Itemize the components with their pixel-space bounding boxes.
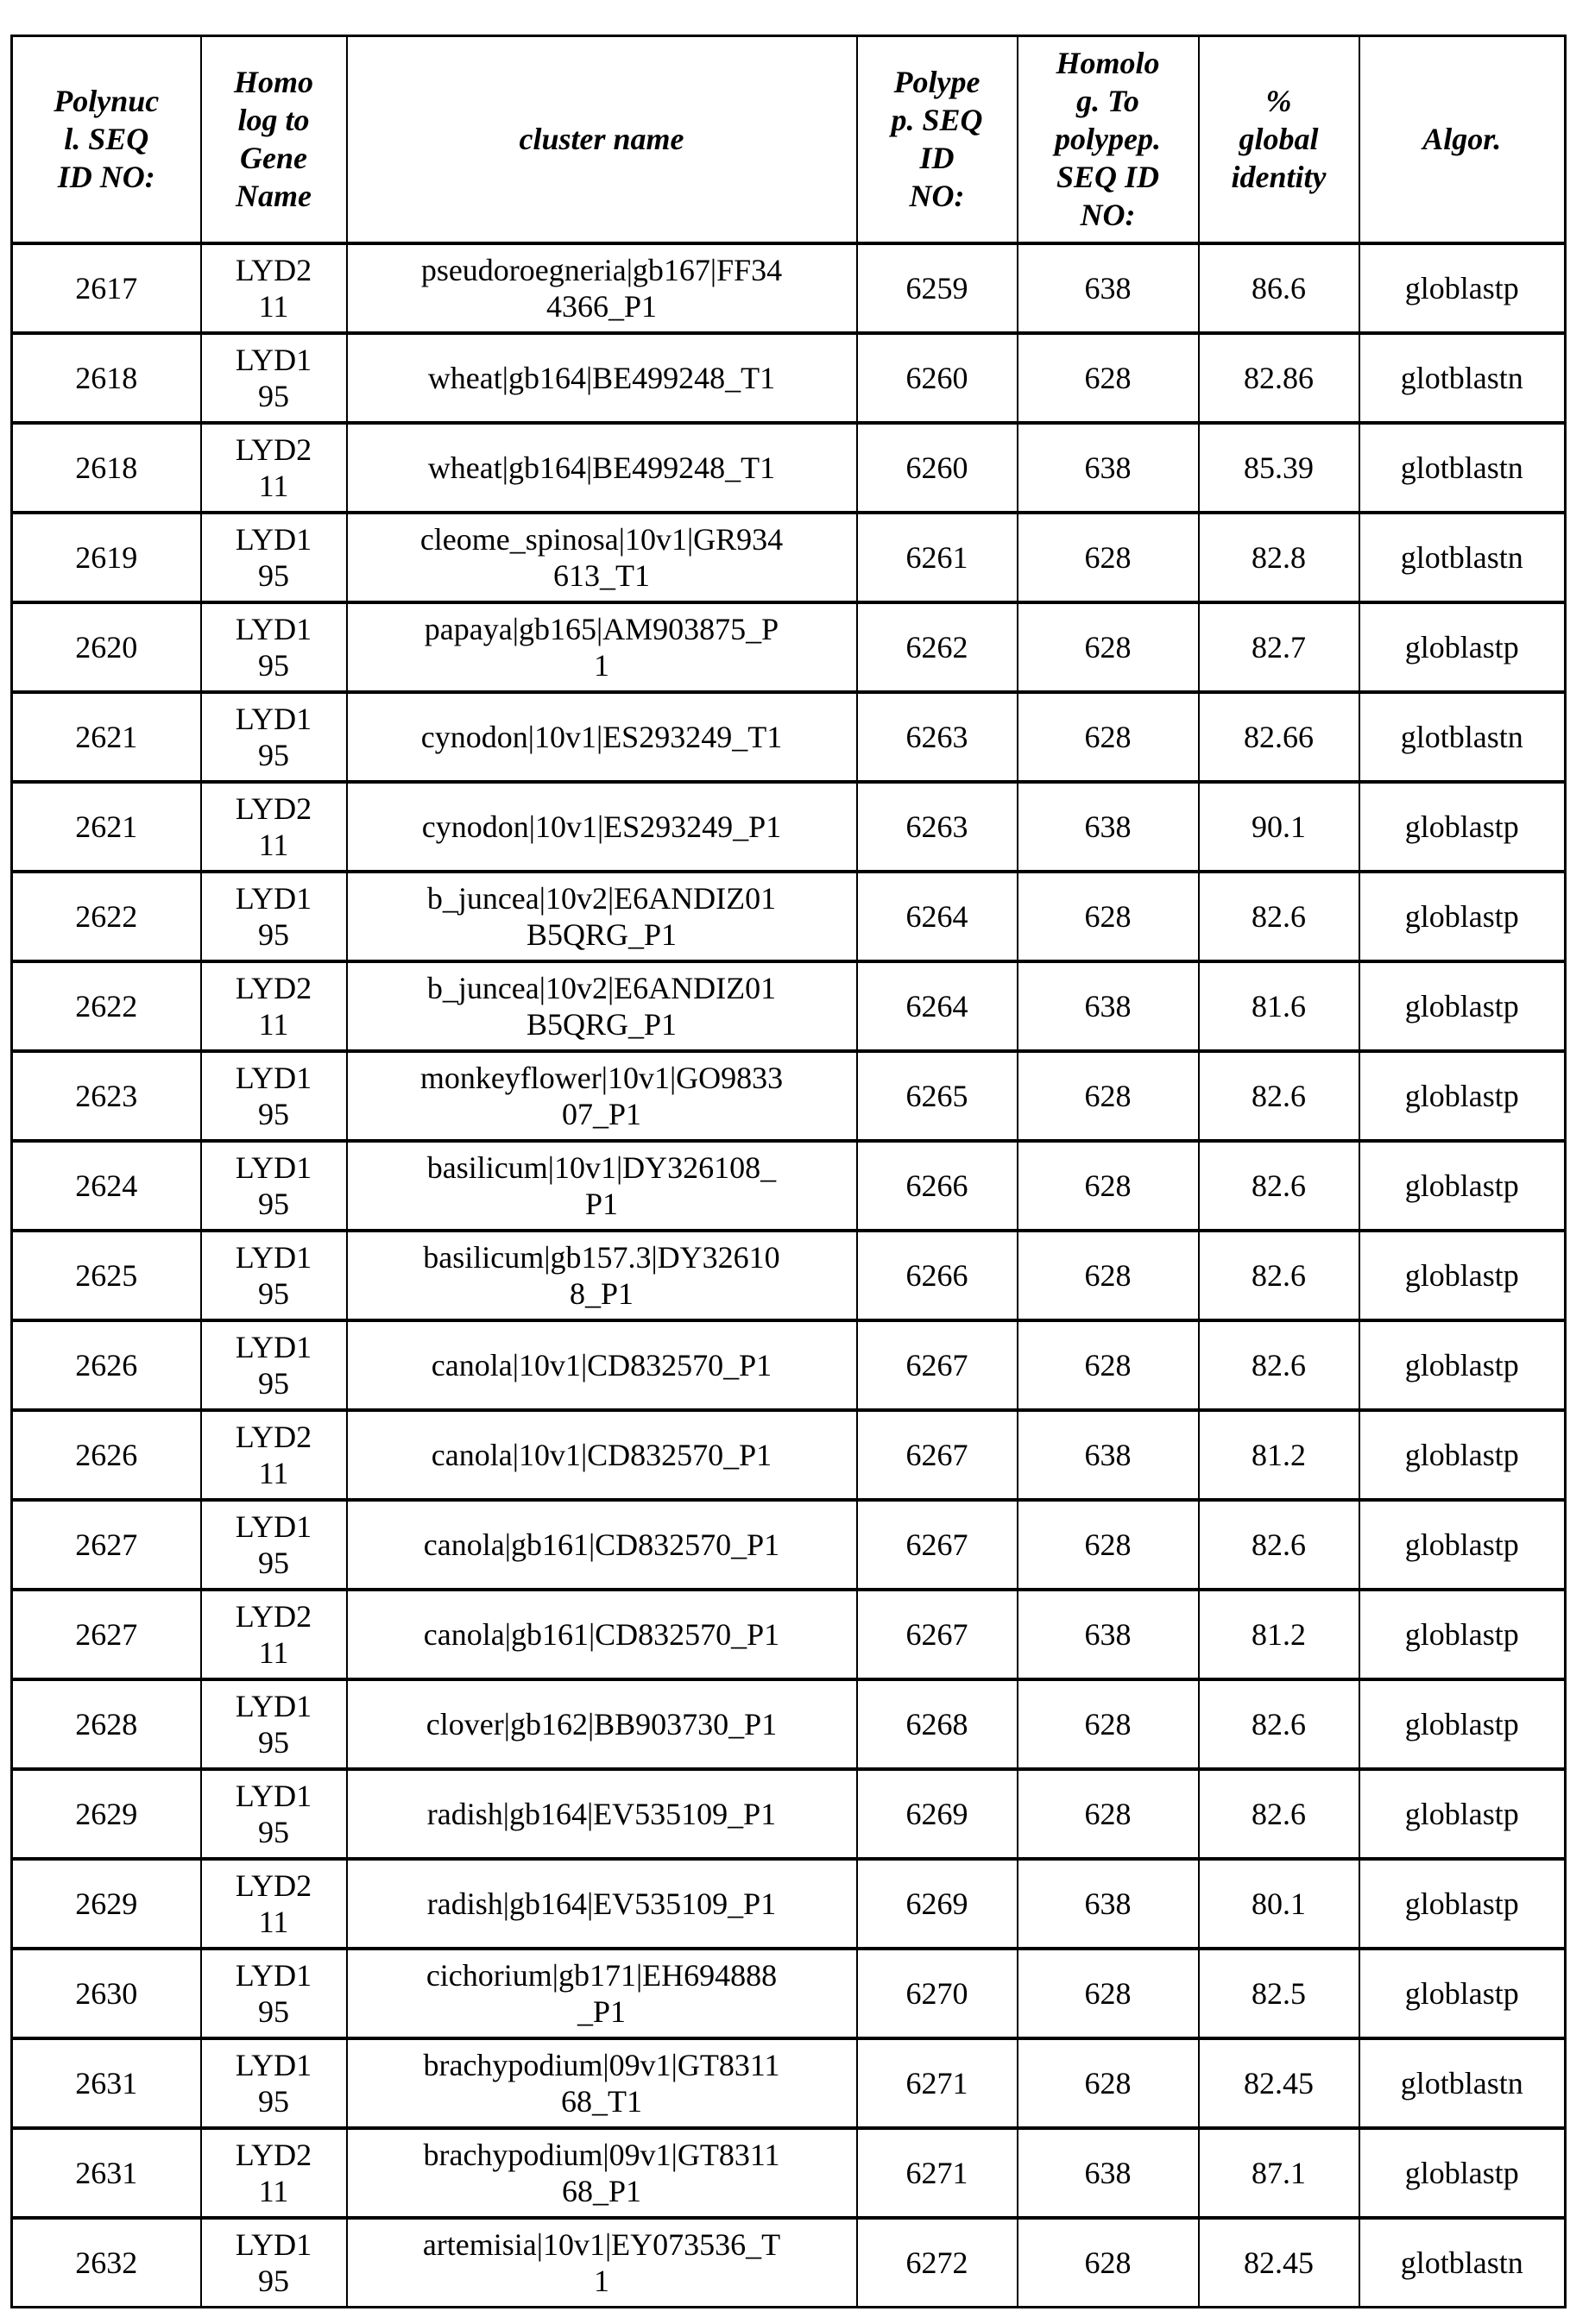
polynucl-seq-id-cell: 2629 bbox=[12, 1859, 201, 1949]
algorithm-cell: globlastp bbox=[1359, 872, 1566, 961]
cell-line: 11 bbox=[258, 468, 289, 503]
header-line: log to bbox=[237, 103, 310, 138]
polynucl-seq-id-cell: 2622 bbox=[12, 961, 201, 1051]
homolog-polypep-seq-id-cell: 628 bbox=[1018, 513, 1199, 602]
global-identity-cell: 82.6 bbox=[1199, 1051, 1359, 1141]
table-row bbox=[12, 1051, 1566, 1141]
cell-line: 95 bbox=[258, 737, 289, 772]
cell-line: 8_P1 bbox=[569, 1275, 634, 1311]
homolog-gene-name-cell bbox=[201, 692, 347, 782]
polynucl-seq-id-cell: 2632 bbox=[12, 2218, 201, 2308]
algorithm-cell: globlastp bbox=[1359, 2128, 1566, 2218]
cell-line: B5QRG_P1 bbox=[526, 916, 678, 952]
polynucl-seq-id-cell: 2631 bbox=[12, 2038, 201, 2128]
algorithm-cell: glotblastn bbox=[1359, 423, 1566, 513]
global-identity-cell: 82.8 bbox=[1199, 513, 1359, 602]
global-identity-cell: 82.6 bbox=[1199, 1769, 1359, 1859]
cell-line: LYD1 bbox=[235, 1508, 312, 1544]
cell-line: 1 bbox=[594, 2263, 609, 2298]
table-row bbox=[12, 1949, 1566, 2038]
polypep-seq-id-cell: 6259 bbox=[857, 243, 1018, 333]
table-row bbox=[12, 1500, 1566, 1590]
header-line: Polynuc bbox=[54, 84, 160, 119]
column-header-homolog-gene-name bbox=[201, 36, 347, 243]
header-line: ID bbox=[919, 141, 955, 176]
cell-line: wheat|gb164|BE499248_T1 bbox=[427, 450, 776, 485]
polypep-seq-id-cell: 6266 bbox=[857, 1141, 1018, 1231]
cell-line: basilicum|10v1|DY326108_ bbox=[426, 1149, 777, 1185]
homolog-polypep-seq-id-cell: 628 bbox=[1018, 1320, 1199, 1410]
polypep-seq-id-cell: 6267 bbox=[857, 1320, 1018, 1410]
table-row bbox=[12, 692, 1566, 782]
cell-line: B5QRG_P1 bbox=[526, 1006, 678, 1042]
cell-line: 95 bbox=[258, 1724, 289, 1760]
polypep-seq-id-cell: 6265 bbox=[857, 1051, 1018, 1141]
cell-line: LYD1 bbox=[235, 521, 312, 557]
polynucl-seq-id-cell: 2617 bbox=[12, 243, 201, 333]
cell-line: 95 bbox=[258, 557, 289, 593]
cell-line: LYD1 bbox=[235, 1957, 312, 1993]
table-row bbox=[12, 1410, 1566, 1500]
cluster-name-cell bbox=[347, 333, 857, 423]
cell-line: LYD2 bbox=[235, 2137, 312, 2172]
cell-line: 11 bbox=[258, 1634, 289, 1670]
cell-line: 95 bbox=[258, 1814, 289, 1849]
table-row bbox=[12, 2128, 1566, 2218]
global-identity-cell: 80.1 bbox=[1199, 1859, 1359, 1949]
homolog-gene-name-cell bbox=[201, 782, 347, 872]
polynucl-seq-id-cell: 2620 bbox=[12, 602, 201, 692]
homolog-gene-name-cell bbox=[201, 2218, 347, 2308]
cluster-name-cell bbox=[347, 1769, 857, 1859]
header-line: g. To bbox=[1076, 84, 1139, 119]
column-header-global-identity bbox=[1199, 36, 1359, 243]
cell-line: artemisia|10v1|EY073536_T bbox=[422, 2226, 781, 2262]
polynucl-seq-id-cell: 2626 bbox=[12, 1320, 201, 1410]
polypep-seq-id-cell: 6267 bbox=[857, 1590, 1018, 1679]
algorithm-cell: globlastp bbox=[1359, 782, 1566, 872]
column-header-polypep-seq-id bbox=[857, 36, 1018, 243]
polypep-seq-id-cell: 6267 bbox=[857, 1500, 1018, 1590]
header-line: ID NO: bbox=[57, 160, 155, 195]
cluster-name-cell bbox=[347, 1500, 857, 1590]
homolog-gene-name-cell bbox=[201, 1051, 347, 1141]
polynucl-seq-id-cell: 2627 bbox=[12, 1500, 201, 1590]
cell-line: canola|10v1|CD832570_P1 bbox=[431, 1437, 772, 1472]
cell-line: pseudoroegneria|gb167|FF34 bbox=[420, 252, 783, 287]
homolog-gene-name-cell bbox=[201, 243, 347, 333]
header-line: SEQ ID bbox=[1056, 160, 1160, 195]
algorithm-cell: globlastp bbox=[1359, 1500, 1566, 1590]
cell-line: LYD1 bbox=[235, 1149, 312, 1185]
cell-line: b_juncea|10v2|E6ANDIZ01 bbox=[426, 970, 777, 1005]
header-line: l. SEQ bbox=[64, 122, 149, 157]
cell-line: 68_T1 bbox=[561, 2083, 642, 2119]
polypep-seq-id-cell: 6264 bbox=[857, 961, 1018, 1051]
cell-line: 95 bbox=[258, 2083, 289, 2119]
column-header-algorithm bbox=[1359, 36, 1566, 243]
cell-line: cynodon|10v1|ES293249_P1 bbox=[421, 809, 782, 844]
cell-line: monkeyflower|10v1|GO9833 bbox=[419, 1060, 784, 1095]
homolog-gene-name-cell bbox=[201, 1231, 347, 1320]
algorithm-cell: glotblastn bbox=[1359, 2038, 1566, 2128]
column-header-polynucl-seq-id bbox=[12, 36, 201, 243]
polynucl-seq-id-cell: 2628 bbox=[12, 1679, 201, 1769]
homolog-polypep-seq-id-cell: 628 bbox=[1018, 1500, 1199, 1590]
algorithm-cell: globlastp bbox=[1359, 961, 1566, 1051]
cell-line: basilicum|gb157.3|DY32610 bbox=[423, 1239, 780, 1275]
polynucl-seq-id-cell: 2625 bbox=[12, 1231, 201, 1320]
cell-line: LYD1 bbox=[235, 1778, 312, 1813]
polynucl-seq-id-cell: 2622 bbox=[12, 872, 201, 961]
cell-line: LYD2 bbox=[235, 1598, 312, 1634]
global-identity-cell: 90.1 bbox=[1199, 782, 1359, 872]
polynucl-seq-id-cell: 2629 bbox=[12, 1769, 201, 1859]
header-line: identity bbox=[1231, 160, 1327, 195]
homolog-polypep-seq-id-cell: 628 bbox=[1018, 872, 1199, 961]
global-identity-cell: 87.1 bbox=[1199, 2128, 1359, 2218]
page-number-fragment bbox=[760, 0, 811, 9]
table-row bbox=[12, 782, 1566, 872]
polypep-seq-id-cell: 6270 bbox=[857, 1949, 1018, 2038]
homolog-polypep-seq-id-cell: 638 bbox=[1018, 423, 1199, 513]
polynucl-seq-id-cell: 2630 bbox=[12, 1949, 201, 2038]
global-identity-cell: 81.2 bbox=[1199, 1410, 1359, 1500]
cluster-name-cell bbox=[347, 1141, 857, 1231]
cluster-name-cell bbox=[347, 872, 857, 961]
cell-line: LYD1 bbox=[235, 1239, 312, 1275]
global-identity-cell: 81.2 bbox=[1199, 1590, 1359, 1679]
homolog-polypep-seq-id-cell: 628 bbox=[1018, 2218, 1199, 2308]
cell-line: 07_P1 bbox=[561, 1096, 642, 1131]
polynucl-seq-id-cell: 2621 bbox=[12, 692, 201, 782]
cell-line: 11 bbox=[258, 1006, 289, 1042]
homolog-gene-name-cell bbox=[201, 1859, 347, 1949]
polypep-seq-id-cell: 6267 bbox=[857, 1410, 1018, 1500]
homolog-gene-name-cell bbox=[201, 1141, 347, 1231]
cell-line: brachypodium|09v1|GT8311 bbox=[423, 2137, 780, 2172]
global-identity-cell: 82.6 bbox=[1199, 872, 1359, 961]
algorithm-cell: globlastp bbox=[1359, 243, 1566, 333]
homolog-gene-name-cell bbox=[201, 602, 347, 692]
cell-line: 95 bbox=[258, 1545, 289, 1580]
cluster-name-cell bbox=[347, 513, 857, 602]
cell-line: b_juncea|10v2|E6ANDIZ01 bbox=[426, 880, 777, 916]
global-identity-cell: 82.6 bbox=[1199, 1320, 1359, 1410]
cluster-name-cell bbox=[347, 782, 857, 872]
global-identity-cell: 82.6 bbox=[1199, 1231, 1359, 1320]
polypep-seq-id-cell: 6269 bbox=[857, 1769, 1018, 1859]
homolog-gene-name-cell bbox=[201, 1410, 347, 1500]
cell-line: LYD2 bbox=[235, 252, 312, 287]
header-line: global bbox=[1239, 122, 1319, 157]
polypep-seq-id-cell: 6271 bbox=[857, 2128, 1018, 2218]
cell-line: 11 bbox=[258, 827, 289, 862]
homolog-gene-name-cell bbox=[201, 1769, 347, 1859]
homolog-polypep-seq-id-cell: 638 bbox=[1018, 2128, 1199, 2218]
global-identity-cell: 86.6 bbox=[1199, 243, 1359, 333]
table-row bbox=[12, 872, 1566, 961]
global-identity-cell: 82.6 bbox=[1199, 1500, 1359, 1590]
cell-line: canola|10v1|CD832570_P1 bbox=[431, 1347, 772, 1382]
header-line: % bbox=[1265, 84, 1292, 119]
homolog-polypep-seq-id-cell: 628 bbox=[1018, 1141, 1199, 1231]
cell-line: 68_P1 bbox=[561, 2173, 642, 2208]
cell-line: 11 bbox=[258, 288, 289, 324]
table-row bbox=[12, 1679, 1566, 1769]
cell-line: papaya|gb165|AM903875_P bbox=[424, 611, 779, 646]
polynucl-seq-id-cell: 2624 bbox=[12, 1141, 201, 1231]
table-row bbox=[12, 1590, 1566, 1679]
cluster-name-cell bbox=[347, 1859, 857, 1949]
table-row bbox=[12, 423, 1566, 513]
homolog-gene-name-cell bbox=[201, 1590, 347, 1679]
homolog-table bbox=[10, 35, 1567, 2308]
table-row bbox=[12, 1320, 1566, 1410]
header-line: NO: bbox=[909, 179, 965, 214]
cluster-name-cell bbox=[347, 423, 857, 513]
cell-line: LYD1 bbox=[235, 1329, 312, 1364]
cell-line: LYD1 bbox=[235, 2047, 312, 2082]
polynucl-seq-id-cell: 2621 bbox=[12, 782, 201, 872]
polynucl-seq-id-cell: 2626 bbox=[12, 1410, 201, 1500]
homolog-gene-name-cell bbox=[201, 2038, 347, 2128]
cluster-name-cell bbox=[347, 602, 857, 692]
algorithm-cell: glotblastn bbox=[1359, 692, 1566, 782]
polypep-seq-id-cell: 6272 bbox=[857, 2218, 1018, 2308]
polypep-seq-id-cell: 6260 bbox=[857, 423, 1018, 513]
homolog-gene-name-cell bbox=[201, 961, 347, 1051]
table-row bbox=[12, 333, 1566, 423]
algorithm-cell: globlastp bbox=[1359, 1590, 1566, 1679]
homolog-gene-name-cell bbox=[201, 2128, 347, 2218]
column-header-homolog-polypep-seq-id bbox=[1018, 36, 1199, 243]
cell-line: 95 bbox=[258, 1275, 289, 1311]
homolog-polypep-seq-id-cell: 638 bbox=[1018, 243, 1199, 333]
algorithm-cell: globlastp bbox=[1359, 1949, 1566, 2038]
table-row bbox=[12, 1141, 1566, 1231]
polynucl-seq-id-cell: 2618 bbox=[12, 333, 201, 423]
polynucl-seq-id-cell: 2631 bbox=[12, 2128, 201, 2218]
homolog-gene-name-cell bbox=[201, 423, 347, 513]
algorithm-cell: glotblastn bbox=[1359, 513, 1566, 602]
global-identity-cell: 82.6 bbox=[1199, 1679, 1359, 1769]
algorithm-cell: globlastp bbox=[1359, 1320, 1566, 1410]
cell-line: 1 bbox=[594, 647, 609, 683]
cell-line: radish|gb164|EV535109_P1 bbox=[426, 1886, 777, 1921]
cluster-name-cell bbox=[347, 692, 857, 782]
polypep-seq-id-cell: 6269 bbox=[857, 1859, 1018, 1949]
cell-line: 95 bbox=[258, 378, 289, 413]
header-line: NO: bbox=[1080, 198, 1136, 233]
cell-line: LYD2 bbox=[235, 790, 312, 826]
table-body bbox=[12, 243, 1566, 2308]
table-row bbox=[12, 961, 1566, 1051]
algorithm-cell: glotblastn bbox=[1359, 2218, 1566, 2308]
homolog-polypep-seq-id-cell: 638 bbox=[1018, 1410, 1199, 1500]
cell-line: canola|gb161|CD832570_P1 bbox=[423, 1527, 780, 1562]
algorithm-cell: globlastp bbox=[1359, 1859, 1566, 1949]
cell-line: canola|gb161|CD832570_P1 bbox=[423, 1616, 780, 1652]
cell-line: LYD1 bbox=[235, 701, 312, 736]
table-row bbox=[12, 1769, 1566, 1859]
cell-line: 95 bbox=[258, 1186, 289, 1221]
algorithm-cell: globlastp bbox=[1359, 1051, 1566, 1141]
polypep-seq-id-cell: 6260 bbox=[857, 333, 1018, 423]
cell-line: 613_T1 bbox=[553, 557, 650, 593]
table-row bbox=[12, 1231, 1566, 1320]
algorithm-cell: glotblastn bbox=[1359, 333, 1566, 423]
cell-line: 95 bbox=[258, 1096, 289, 1131]
algorithm-cell: globlastp bbox=[1359, 1769, 1566, 1859]
header-line: Homo bbox=[233, 65, 313, 100]
header-line: Polype bbox=[893, 65, 980, 100]
cell-line: 95 bbox=[258, 2263, 289, 2298]
cell-line: brachypodium|09v1|GT8311 bbox=[423, 2047, 780, 2082]
table-header bbox=[12, 36, 1566, 243]
header-line: p. SEQ bbox=[891, 103, 983, 138]
homolog-gene-name-cell bbox=[201, 872, 347, 961]
cell-line: 95 bbox=[258, 916, 289, 952]
algorithm-cell: globlastp bbox=[1359, 602, 1566, 692]
cell-line: LYD2 bbox=[235, 1419, 312, 1454]
cell-line: LYD2 bbox=[235, 970, 312, 1005]
homolog-gene-name-cell bbox=[201, 1949, 347, 2038]
cell-line: P1 bbox=[584, 1186, 619, 1221]
header-line: polypep. bbox=[1055, 122, 1161, 157]
homolog-polypep-seq-id-cell: 628 bbox=[1018, 692, 1199, 782]
homolog-polypep-seq-id-cell: 638 bbox=[1018, 1859, 1199, 1949]
cluster-name-cell bbox=[347, 2038, 857, 2128]
polynucl-seq-id-cell: 2627 bbox=[12, 1590, 201, 1679]
homolog-polypep-seq-id-cell: 638 bbox=[1018, 1590, 1199, 1679]
header-line: Homolo bbox=[1056, 46, 1160, 81]
cluster-name-cell bbox=[347, 2218, 857, 2308]
cell-line: LYD1 bbox=[235, 342, 312, 377]
cell-line: LYD1 bbox=[235, 611, 312, 646]
cell-line: LYD2 bbox=[235, 1867, 312, 1903]
cluster-name-cell bbox=[347, 1231, 857, 1320]
cluster-name-cell bbox=[347, 2128, 857, 2218]
cluster-name-cell bbox=[347, 1679, 857, 1769]
global-identity-cell: 82.66 bbox=[1199, 692, 1359, 782]
cell-line: LYD1 bbox=[235, 880, 312, 916]
polypep-seq-id-cell: 6266 bbox=[857, 1231, 1018, 1320]
homolog-gene-name-cell bbox=[201, 333, 347, 423]
polypep-seq-id-cell: 6264 bbox=[857, 872, 1018, 961]
cell-line: LYD1 bbox=[235, 1060, 312, 1095]
cell-line: LYD2 bbox=[235, 431, 312, 467]
cluster-name-cell bbox=[347, 1051, 857, 1141]
global-identity-cell: 82.6 bbox=[1199, 1141, 1359, 1231]
column-header-cluster-name bbox=[347, 36, 857, 243]
cell-line: 95 bbox=[258, 647, 289, 683]
algorithm-cell: globlastp bbox=[1359, 1231, 1566, 1320]
cell-line: radish|gb164|EV535109_P1 bbox=[426, 1796, 777, 1831]
table-row bbox=[12, 2038, 1566, 2128]
homolog-polypep-seq-id-cell: 628 bbox=[1018, 1949, 1199, 2038]
homolog-polypep-seq-id-cell: 628 bbox=[1018, 333, 1199, 423]
homolog-polypep-seq-id-cell: 638 bbox=[1018, 782, 1199, 872]
global-identity-cell: 81.6 bbox=[1199, 961, 1359, 1051]
algorithm-cell: globlastp bbox=[1359, 1410, 1566, 1500]
cluster-name-cell bbox=[347, 1410, 857, 1500]
homolog-gene-name-cell bbox=[201, 1500, 347, 1590]
polypep-seq-id-cell: 6262 bbox=[857, 602, 1018, 692]
cell-line: _P1 bbox=[577, 1993, 627, 2029]
cluster-name-cell bbox=[347, 961, 857, 1051]
cell-line: 11 bbox=[258, 1455, 289, 1490]
cell-line: cynodon|10v1|ES293249_T1 bbox=[420, 719, 783, 754]
homolog-polypep-seq-id-cell: 638 bbox=[1018, 961, 1199, 1051]
table-row bbox=[12, 602, 1566, 692]
polypep-seq-id-cell: 6263 bbox=[857, 782, 1018, 872]
cluster-name-cell bbox=[347, 243, 857, 333]
table-row bbox=[12, 513, 1566, 602]
polynucl-seq-id-cell: 2618 bbox=[12, 423, 201, 513]
polynucl-seq-id-cell: 2623 bbox=[12, 1051, 201, 1141]
cluster-name-cell bbox=[347, 1949, 857, 2038]
polypep-seq-id-cell: 6268 bbox=[857, 1679, 1018, 1769]
cell-line: LYD1 bbox=[235, 1688, 312, 1723]
polypep-seq-id-cell: 6263 bbox=[857, 692, 1018, 782]
header-line: Algor. bbox=[1422, 122, 1502, 157]
cell-line: cleome_spinosa|10v1|GR934 bbox=[419, 521, 784, 557]
table-row bbox=[12, 2218, 1566, 2308]
header-line: cluster name bbox=[519, 122, 684, 157]
header-row bbox=[12, 36, 1566, 243]
table-row bbox=[12, 1859, 1566, 1949]
cell-line: 95 bbox=[258, 1365, 289, 1401]
cell-line: cichorium|gb171|EH694888 bbox=[426, 1957, 778, 1993]
polypep-seq-id-cell: 6271 bbox=[857, 2038, 1018, 2128]
polynucl-seq-id-cell: 2619 bbox=[12, 513, 201, 602]
algorithm-cell: globlastp bbox=[1359, 1141, 1566, 1231]
cell-line: 11 bbox=[258, 2173, 289, 2208]
cell-line: 4366_P1 bbox=[545, 288, 658, 324]
homolog-gene-name-cell bbox=[201, 1679, 347, 1769]
cell-line: wheat|gb164|BE499248_T1 bbox=[427, 360, 776, 395]
homolog-gene-name-cell bbox=[201, 513, 347, 602]
global-identity-cell: 82.5 bbox=[1199, 1949, 1359, 2038]
homolog-polypep-seq-id-cell: 628 bbox=[1018, 1231, 1199, 1320]
cluster-name-cell bbox=[347, 1320, 857, 1410]
global-identity-cell: 82.45 bbox=[1199, 2038, 1359, 2128]
homolog-polypep-seq-id-cell: 628 bbox=[1018, 1679, 1199, 1769]
global-identity-cell: 82.7 bbox=[1199, 602, 1359, 692]
table-row bbox=[12, 243, 1566, 333]
cluster-name-cell bbox=[347, 1590, 857, 1679]
homolog-gene-name-cell bbox=[201, 1320, 347, 1410]
header-line: Gene bbox=[240, 141, 307, 176]
homolog-polypep-seq-id-cell: 628 bbox=[1018, 1769, 1199, 1859]
cell-line: 11 bbox=[258, 1904, 289, 1939]
cell-line: 95 bbox=[258, 1993, 289, 2029]
global-identity-cell: 85.39 bbox=[1199, 423, 1359, 513]
global-identity-cell: 82.86 bbox=[1199, 333, 1359, 423]
algorithm-cell: globlastp bbox=[1359, 1679, 1566, 1769]
homolog-polypep-seq-id-cell: 628 bbox=[1018, 1051, 1199, 1141]
polypep-seq-id-cell: 6261 bbox=[857, 513, 1018, 602]
cell-line: LYD1 bbox=[235, 2226, 312, 2262]
homolog-polypep-seq-id-cell: 628 bbox=[1018, 2038, 1199, 2128]
header-line: Name bbox=[236, 179, 312, 214]
homolog-polypep-seq-id-cell: 628 bbox=[1018, 602, 1199, 692]
global-identity-cell: 82.45 bbox=[1199, 2218, 1359, 2308]
cell-line: clover|gb162|BB903730_P1 bbox=[426, 1706, 778, 1741]
